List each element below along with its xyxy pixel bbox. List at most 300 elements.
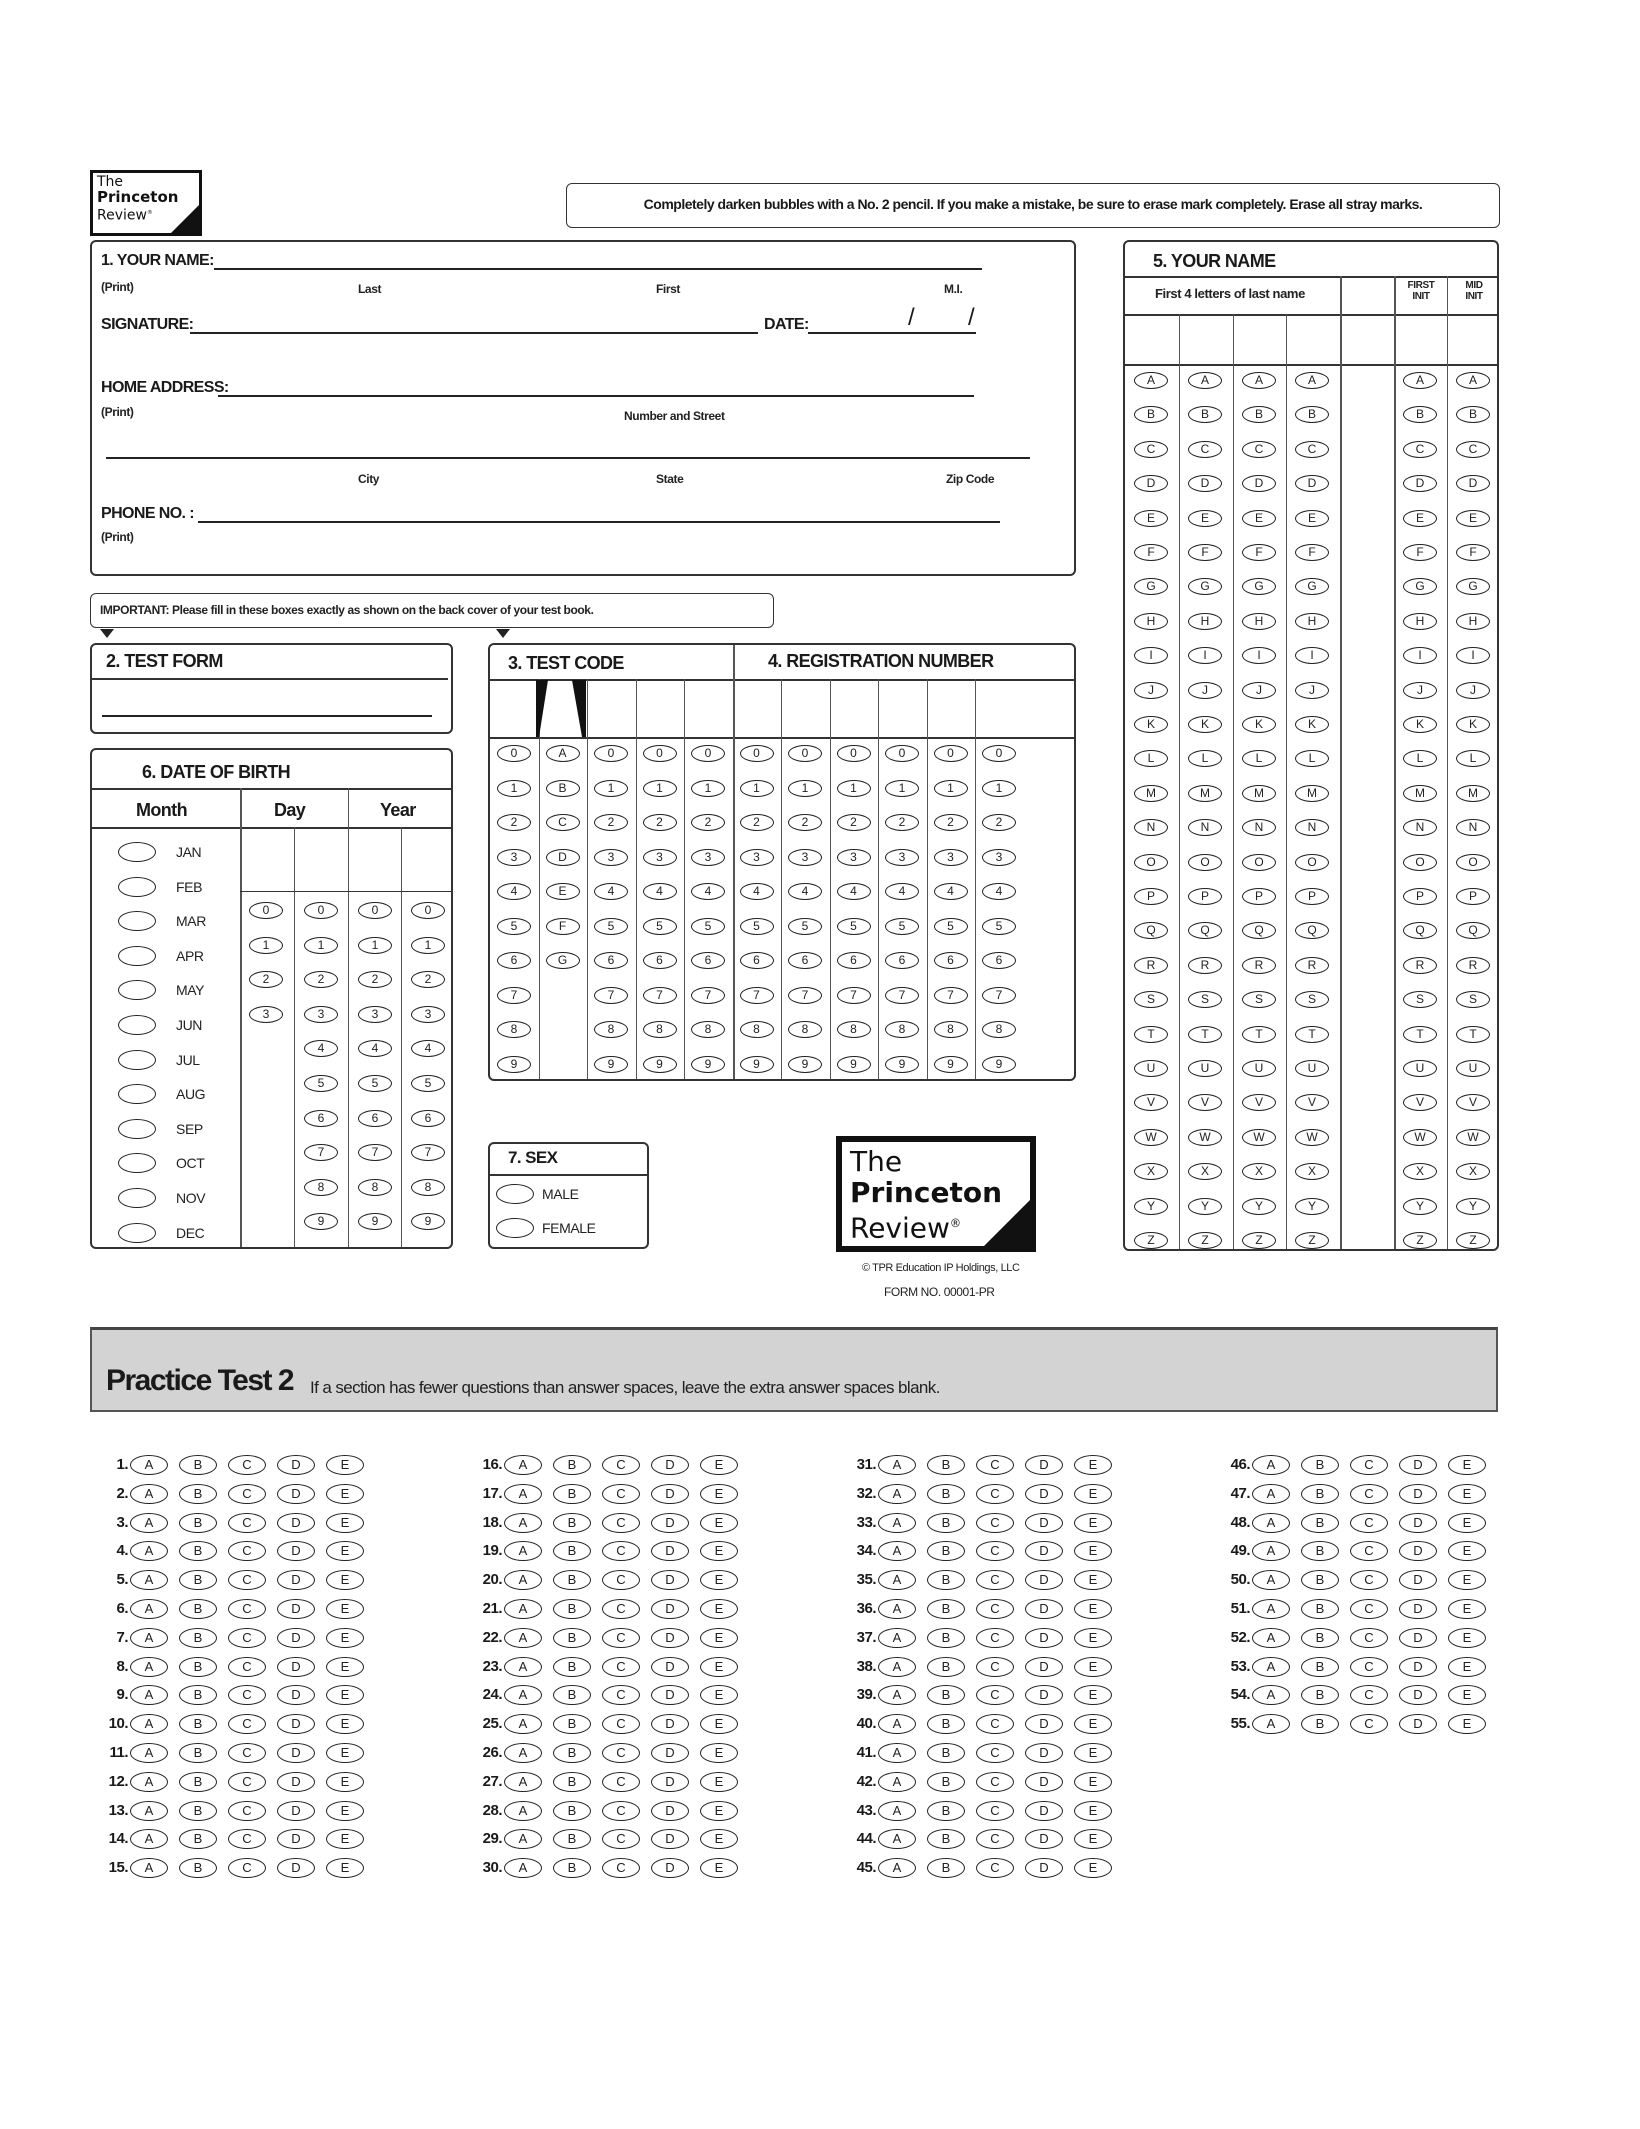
answer-bubble-e[interactable]: E [1448,1599,1486,1619]
registration-digit-bubble[interactable]: 9 [934,1056,968,1073]
answer-bubble-c[interactable]: C [228,1858,266,1878]
last-name-letter-bubble[interactable]: J [1295,682,1329,699]
answer-bubble-a[interactable]: A [130,1628,168,1648]
registration-digit-bubble[interactable]: 1 [934,780,968,797]
middle-initial-bubble[interactable]: G [1456,578,1490,595]
year-digit-bubble[interactable]: 7 [411,1144,445,1161]
test-code-digit-bubble[interactable]: 1 [497,780,531,797]
answer-bubble-c[interactable]: C [1350,1484,1388,1504]
registration-digit-bubble[interactable]: 2 [740,814,774,831]
answer-bubble-b[interactable]: B [179,1657,217,1677]
day-tens-bubble[interactable]: 3 [249,1006,283,1023]
answer-bubble-e[interactable]: E [326,1541,364,1561]
answer-bubble-b[interactable]: B [927,1743,965,1763]
last-name-letter-bubble[interactable]: A [1295,372,1329,389]
last-name-letter-bubble[interactable]: B [1188,406,1222,423]
test-code-digit-bubble[interactable]: 7 [594,987,628,1004]
answer-bubble-a[interactable]: A [878,1685,916,1705]
answer-bubble-d[interactable]: D [651,1541,689,1561]
answer-bubble-b[interactable]: B [927,1541,965,1561]
last-name-letter-bubble[interactable]: N [1295,819,1329,836]
answer-bubble-c[interactable]: C [976,1484,1014,1504]
answer-bubble-c[interactable]: C [602,1657,640,1677]
answer-bubble-c[interactable]: C [602,1743,640,1763]
answer-bubble-d[interactable]: D [1399,1685,1437,1705]
test-code-digit-bubble[interactable]: 2 [497,814,531,831]
last-name-letter-bubble[interactable]: P [1295,888,1329,905]
last-name-letter-bubble[interactable]: Q [1295,922,1329,939]
first-initial-bubble[interactable]: Z [1403,1232,1437,1249]
answer-bubble-b[interactable]: B [927,1772,965,1792]
day-ones-bubble[interactable]: 6 [304,1110,338,1127]
test-code-digit-bubble[interactable]: 1 [594,780,628,797]
answer-bubble-e[interactable]: E [326,1570,364,1590]
last-name-letter-bubble[interactable]: T [1242,1026,1276,1043]
sex-female-bubble[interactable] [496,1218,534,1238]
answer-bubble-b[interactable]: B [553,1714,591,1734]
month-bubble[interactable] [118,1084,156,1104]
last-name-letter-bubble[interactable]: F [1188,544,1222,561]
registration-digit-bubble[interactable]: 4 [934,883,968,900]
answer-bubble-b[interactable]: B [1301,1541,1339,1561]
answer-bubble-d[interactable]: D [1399,1599,1437,1619]
answer-bubble-d[interactable]: D [277,1801,315,1821]
last-name-letter-bubble[interactable]: X [1242,1163,1276,1180]
middle-initial-bubble[interactable]: Y [1456,1198,1490,1215]
answer-bubble-d[interactable]: D [651,1599,689,1619]
registration-digit-bubble[interactable]: 7 [788,987,822,1004]
answer-bubble-a[interactable]: A [130,1858,168,1878]
answer-bubble-a[interactable]: A [504,1541,542,1561]
year-digit-bubble[interactable]: 5 [411,1075,445,1092]
answer-bubble-c[interactable]: C [602,1541,640,1561]
registration-digit-bubble[interactable]: 9 [740,1056,774,1073]
answer-bubble-a[interactable]: A [1252,1657,1290,1677]
registration-digit-bubble[interactable]: 1 [837,780,871,797]
last-name-letter-bubble[interactable]: O [1188,854,1222,871]
registration-digit-bubble[interactable]: 3 [837,849,871,866]
test-form-field[interactable] [102,715,432,717]
middle-initial-bubble[interactable]: B [1456,406,1490,423]
last-name-letter-bubble[interactable]: E [1188,510,1222,527]
middle-initial-bubble[interactable]: Z [1456,1232,1490,1249]
answer-bubble-b[interactable]: B [1301,1570,1339,1590]
registration-digit-bubble[interactable]: 8 [934,1021,968,1038]
test-code-digit-bubble[interactable]: 6 [691,952,725,969]
answer-bubble-b[interactable]: B [553,1801,591,1821]
answer-bubble-d[interactable]: D [277,1541,315,1561]
registration-digit-bubble[interactable]: 8 [740,1021,774,1038]
answer-bubble-c[interactable]: C [976,1772,1014,1792]
last-name-letter-bubble[interactable]: V [1242,1094,1276,1111]
answer-bubble-c[interactable]: C [976,1714,1014,1734]
answer-bubble-d[interactable]: D [651,1829,689,1849]
month-bubble[interactable] [118,946,156,966]
test-code-digit-bubble[interactable]: 3 [643,849,677,866]
last-name-letter-bubble[interactable]: G [1188,578,1222,595]
last-name-letter-bubble[interactable]: S [1134,991,1168,1008]
registration-digit-bubble[interactable]: 3 [740,849,774,866]
answer-bubble-e[interactable]: E [700,1570,738,1590]
registration-digit-bubble[interactable]: 8 [982,1021,1016,1038]
first-initial-bubble[interactable]: R [1403,957,1437,974]
first-initial-bubble[interactable]: X [1403,1163,1437,1180]
last-name-letter-bubble[interactable]: J [1188,682,1222,699]
answer-bubble-a[interactable]: A [878,1743,916,1763]
year-digit-bubble[interactable]: 2 [358,971,392,988]
registration-digit-bubble[interactable]: 2 [885,814,919,831]
answer-bubble-d[interactable]: D [277,1570,315,1590]
test-code-letter-bubble[interactable]: E [546,883,580,900]
answer-bubble-b[interactable]: B [179,1513,217,1533]
registration-digit-bubble[interactable]: 4 [788,883,822,900]
answer-bubble-c[interactable]: C [228,1743,266,1763]
last-name-letter-bubble[interactable]: Z [1295,1232,1329,1249]
answer-bubble-e[interactable]: E [326,1685,364,1705]
year-digit-bubble[interactable]: 4 [411,1040,445,1057]
registration-digit-bubble[interactable]: 6 [934,952,968,969]
answer-bubble-c[interactable]: C [976,1541,1014,1561]
answer-bubble-c[interactable]: C [602,1801,640,1821]
middle-initial-bubble[interactable]: E [1456,510,1490,527]
test-code-digit-bubble[interactable]: 0 [643,745,677,762]
registration-digit-bubble[interactable]: 7 [740,987,774,1004]
answer-bubble-e[interactable]: E [326,1513,364,1533]
last-name-letter-bubble[interactable]: W [1295,1129,1329,1146]
answer-bubble-d[interactable]: D [651,1455,689,1475]
day-ones-bubble[interactable]: 5 [304,1075,338,1092]
day-ones-bubble[interactable]: 4 [304,1040,338,1057]
last-name-letter-bubble[interactable]: U [1134,1060,1168,1077]
last-name-letter-bubble[interactable]: L [1134,750,1168,767]
last-name-letter-bubble[interactable]: K [1295,716,1329,733]
answer-bubble-b[interactable]: B [179,1599,217,1619]
test-code-digit-bubble[interactable]: 6 [594,952,628,969]
answer-bubble-d[interactable]: D [651,1772,689,1792]
middle-initial-bubble[interactable]: S [1456,991,1490,1008]
last-name-letter-bubble[interactable]: P [1188,888,1222,905]
city-state-zip-field[interactable] [106,457,1030,459]
answer-bubble-d[interactable]: D [651,1714,689,1734]
last-name-letter-bubble[interactable]: J [1134,682,1168,699]
answer-bubble-a[interactable]: A [504,1599,542,1619]
answer-bubble-e[interactable]: E [700,1599,738,1619]
test-code-letter-bubble[interactable]: C [546,814,580,831]
answer-bubble-e[interactable]: E [1448,1455,1486,1475]
first-initial-bubble[interactable]: T [1403,1026,1437,1043]
registration-digit-bubble[interactable]: 9 [837,1056,871,1073]
answer-bubble-e[interactable]: E [1448,1570,1486,1590]
answer-bubble-d[interactable]: D [1399,1657,1437,1677]
registration-digit-bubble[interactable]: 5 [982,918,1016,935]
year-digit-bubble[interactable]: 8 [411,1179,445,1196]
answer-bubble-d[interactable]: D [651,1685,689,1705]
answer-bubble-a[interactable]: A [878,1772,916,1792]
last-name-letter-bubble[interactable]: P [1242,888,1276,905]
answer-bubble-a[interactable]: A [878,1628,916,1648]
last-name-letter-bubble[interactable]: B [1295,406,1329,423]
last-name-letter-bubble[interactable]: R [1242,957,1276,974]
answer-bubble-a[interactable]: A [504,1455,542,1475]
last-name-letter-bubble[interactable]: X [1188,1163,1222,1180]
answer-bubble-b[interactable]: B [179,1484,217,1504]
last-name-letter-bubble[interactable]: M [1188,785,1222,802]
registration-digit-bubble[interactable]: 0 [982,745,1016,762]
answer-bubble-d[interactable]: D [1025,1714,1063,1734]
year-digit-bubble[interactable]: 4 [358,1040,392,1057]
answer-bubble-b[interactable]: B [179,1772,217,1792]
day-ones-bubble[interactable]: 3 [304,1006,338,1023]
last-name-letter-bubble[interactable]: Q [1134,922,1168,939]
answer-bubble-b[interactable]: B [927,1513,965,1533]
registration-digit-bubble[interactable]: 3 [885,849,919,866]
last-name-letter-bubble[interactable]: C [1295,441,1329,458]
answer-bubble-b[interactable]: B [927,1628,965,1648]
last-name-letter-bubble[interactable]: Z [1134,1232,1168,1249]
answer-bubble-b[interactable]: B [179,1858,217,1878]
registration-digit-bubble[interactable]: 6 [788,952,822,969]
last-name-letter-bubble[interactable]: Y [1134,1198,1168,1215]
answer-bubble-c[interactable]: C [976,1858,1014,1878]
first-initial-bubble[interactable]: H [1403,613,1437,630]
month-bubble[interactable] [118,1119,156,1139]
first-initial-bubble[interactable]: L [1403,750,1437,767]
date-field[interactable] [808,332,976,334]
answer-bubble-b[interactable]: B [553,1858,591,1878]
last-name-letter-bubble[interactable]: X [1134,1163,1168,1180]
first-initial-bubble[interactable]: Q [1403,922,1437,939]
first-initial-bubble[interactable]: O [1403,854,1437,871]
answer-bubble-d[interactable]: D [1399,1513,1437,1533]
year-digit-bubble[interactable]: 6 [411,1110,445,1127]
answer-bubble-a[interactable]: A [130,1484,168,1504]
day-ones-bubble[interactable]: 1 [304,937,338,954]
answer-bubble-c[interactable]: C [976,1513,1014,1533]
answer-bubble-a[interactable]: A [878,1714,916,1734]
registration-digit-bubble[interactable]: 2 [788,814,822,831]
middle-initial-bubble[interactable]: W [1456,1129,1490,1146]
month-bubble[interactable] [118,1050,156,1070]
answer-bubble-e[interactable]: E [326,1829,364,1849]
answer-bubble-a[interactable]: A [130,1570,168,1590]
answer-bubble-e[interactable]: E [1074,1599,1112,1619]
answer-bubble-d[interactable]: D [277,1772,315,1792]
registration-digit-bubble[interactable]: 7 [982,987,1016,1004]
answer-bubble-e[interactable]: E [700,1513,738,1533]
test-code-digit-bubble[interactable]: 4 [643,883,677,900]
answer-bubble-e[interactable]: E [326,1657,364,1677]
first-initial-bubble[interactable]: S [1403,991,1437,1008]
first-initial-bubble[interactable]: B [1403,406,1437,423]
middle-initial-bubble[interactable]: L [1456,750,1490,767]
year-digit-bubble[interactable]: 0 [411,902,445,919]
middle-initial-bubble[interactable]: P [1456,888,1490,905]
registration-digit-bubble[interactable]: 3 [982,849,1016,866]
month-bubble[interactable] [118,980,156,1000]
answer-bubble-d[interactable]: D [651,1513,689,1533]
answer-bubble-d[interactable]: D [1025,1685,1063,1705]
last-name-letter-bubble[interactable]: X [1295,1163,1329,1180]
answer-bubble-d[interactable]: D [651,1484,689,1504]
answer-bubble-e[interactable]: E [326,1801,364,1821]
answer-bubble-a[interactable]: A [504,1657,542,1677]
registration-digit-bubble[interactable]: 2 [934,814,968,831]
year-digit-bubble[interactable]: 9 [411,1213,445,1230]
answer-bubble-d[interactable]: D [1399,1455,1437,1475]
registration-digit-bubble[interactable]: 7 [837,987,871,1004]
test-code-letter-bubble[interactable]: B [546,780,580,797]
registration-digit-bubble[interactable]: 5 [837,918,871,935]
answer-bubble-e[interactable]: E [700,1455,738,1475]
answer-bubble-d[interactable]: D [277,1685,315,1705]
answer-bubble-c[interactable]: C [228,1513,266,1533]
answer-bubble-b[interactable]: B [1301,1714,1339,1734]
answer-bubble-c[interactable]: C [602,1570,640,1590]
test-code-letter-bubble[interactable]: G [546,952,580,969]
answer-bubble-b[interactable]: B [927,1858,965,1878]
test-code-digit-bubble[interactable]: 1 [691,780,725,797]
answer-bubble-e[interactable]: E [326,1714,364,1734]
middle-initial-bubble[interactable]: C [1456,441,1490,458]
answer-bubble-b[interactable]: B [553,1685,591,1705]
answer-bubble-d[interactable]: D [651,1570,689,1590]
first-initial-bubble[interactable]: D [1403,475,1437,492]
answer-bubble-c[interactable]: C [1350,1513,1388,1533]
year-digit-bubble[interactable]: 9 [358,1213,392,1230]
day-ones-bubble[interactable]: 9 [304,1213,338,1230]
registration-digit-bubble[interactable]: 2 [982,814,1016,831]
year-digit-bubble[interactable]: 8 [358,1179,392,1196]
registration-digit-bubble[interactable]: 0 [740,745,774,762]
last-name-letter-bubble[interactable]: K [1134,716,1168,733]
answer-bubble-a[interactable]: A [878,1455,916,1475]
answer-bubble-b[interactable]: B [927,1829,965,1849]
answer-bubble-e[interactable]: E [700,1829,738,1849]
first-initial-bubble[interactable]: F [1403,544,1437,561]
last-name-letter-bubble[interactable]: N [1188,819,1222,836]
month-bubble[interactable] [118,877,156,897]
registration-digit-bubble[interactable]: 5 [740,918,774,935]
answer-bubble-e[interactable]: E [700,1628,738,1648]
test-code-letter-bubble[interactable]: F [546,918,580,935]
answer-bubble-e[interactable]: E [1074,1772,1112,1792]
registration-digit-bubble[interactable]: 7 [885,987,919,1004]
answer-bubble-c[interactable]: C [602,1628,640,1648]
answer-bubble-e[interactable]: E [1448,1714,1486,1734]
answer-bubble-a[interactable]: A [504,1858,542,1878]
answer-bubble-e[interactable]: E [1074,1714,1112,1734]
registration-digit-bubble[interactable]: 1 [788,780,822,797]
last-name-letter-bubble[interactable]: U [1188,1060,1222,1077]
day-ones-bubble[interactable]: 2 [304,971,338,988]
first-initial-bubble[interactable]: Y [1403,1198,1437,1215]
middle-initial-bubble[interactable]: O [1456,854,1490,871]
last-name-letter-bubble[interactable]: I [1188,647,1222,664]
last-name-letter-bubble[interactable]: T [1295,1026,1329,1043]
last-name-letter-bubble[interactable]: W [1134,1129,1168,1146]
answer-bubble-a[interactable]: A [130,1685,168,1705]
last-name-letter-bubble[interactable]: A [1242,372,1276,389]
answer-bubble-d[interactable]: D [1025,1513,1063,1533]
answer-bubble-d[interactable]: D [277,1599,315,1619]
middle-initial-bubble[interactable]: Q [1456,922,1490,939]
month-bubble[interactable] [118,1188,156,1208]
answer-bubble-c[interactable]: C [602,1772,640,1792]
last-name-letter-bubble[interactable]: A [1188,372,1222,389]
answer-bubble-b[interactable]: B [927,1714,965,1734]
last-name-letter-bubble[interactable]: O [1242,854,1276,871]
last-name-letter-bubble[interactable]: I [1295,647,1329,664]
answer-bubble-a[interactable]: A [1252,1513,1290,1533]
test-code-digit-bubble[interactable]: 7 [497,987,531,1004]
first-initial-bubble[interactable]: I [1403,647,1437,664]
answer-bubble-a[interactable]: A [1252,1570,1290,1590]
test-code-digit-bubble[interactable]: 6 [643,952,677,969]
first-initial-bubble[interactable]: W [1403,1129,1437,1146]
test-code-digit-bubble[interactable]: 5 [691,918,725,935]
last-name-letter-bubble[interactable]: C [1188,441,1222,458]
last-name-letter-bubble[interactable]: B [1134,406,1168,423]
answer-bubble-d[interactable]: D [1399,1628,1437,1648]
last-name-letter-bubble[interactable]: Y [1242,1198,1276,1215]
year-digit-bubble[interactable]: 2 [411,971,445,988]
registration-digit-bubble[interactable]: 5 [788,918,822,935]
answer-bubble-d[interactable]: D [1025,1743,1063,1763]
middle-initial-bubble[interactable]: I [1456,647,1490,664]
last-name-letter-bubble[interactable]: R [1134,957,1168,974]
last-name-letter-bubble[interactable]: Z [1242,1232,1276,1249]
last-name-letter-bubble[interactable]: J [1242,682,1276,699]
middle-initial-bubble[interactable]: K [1456,716,1490,733]
answer-bubble-b[interactable]: B [179,1801,217,1821]
answer-bubble-a[interactable]: A [1252,1714,1290,1734]
answer-bubble-c[interactable]: C [228,1772,266,1792]
answer-bubble-a[interactable]: A [1252,1628,1290,1648]
answer-bubble-d[interactable]: D [1399,1714,1437,1734]
answer-bubble-d[interactable]: D [277,1513,315,1533]
answer-bubble-d[interactable]: D [277,1455,315,1475]
answer-bubble-e[interactable]: E [1074,1484,1112,1504]
answer-bubble-e[interactable]: E [1074,1685,1112,1705]
answer-bubble-e[interactable]: E [326,1455,364,1475]
last-name-letter-bubble[interactable]: V [1295,1094,1329,1111]
answer-bubble-a[interactable]: A [504,1743,542,1763]
month-bubble[interactable] [118,1015,156,1035]
answer-bubble-d[interactable]: D [277,1628,315,1648]
answer-bubble-b[interactable]: B [179,1829,217,1849]
middle-initial-bubble[interactable]: D [1456,475,1490,492]
answer-bubble-c[interactable]: C [228,1714,266,1734]
last-name-letter-bubble[interactable]: R [1295,957,1329,974]
last-name-letter-bubble[interactable]: S [1242,991,1276,1008]
year-digit-bubble[interactable]: 0 [358,902,392,919]
answer-bubble-c[interactable]: C [602,1858,640,1878]
answer-bubble-e[interactable]: E [1448,1657,1486,1677]
answer-bubble-e[interactable]: E [326,1743,364,1763]
answer-bubble-a[interactable]: A [130,1541,168,1561]
answer-bubble-a[interactable]: A [504,1772,542,1792]
answer-bubble-c[interactable]: C [228,1801,266,1821]
day-tens-bubble[interactable]: 2 [249,971,283,988]
test-code-digit-bubble[interactable]: 9 [497,1056,531,1073]
answer-bubble-e[interactable]: E [1074,1570,1112,1590]
test-code-digit-bubble[interactable]: 3 [497,849,531,866]
middle-initial-bubble[interactable]: M [1456,785,1490,802]
answer-bubble-d[interactable]: D [277,1657,315,1677]
last-name-letter-bubble[interactable]: M [1134,785,1168,802]
answer-bubble-a[interactable]: A [504,1570,542,1590]
answer-bubble-a[interactable]: A [130,1455,168,1475]
